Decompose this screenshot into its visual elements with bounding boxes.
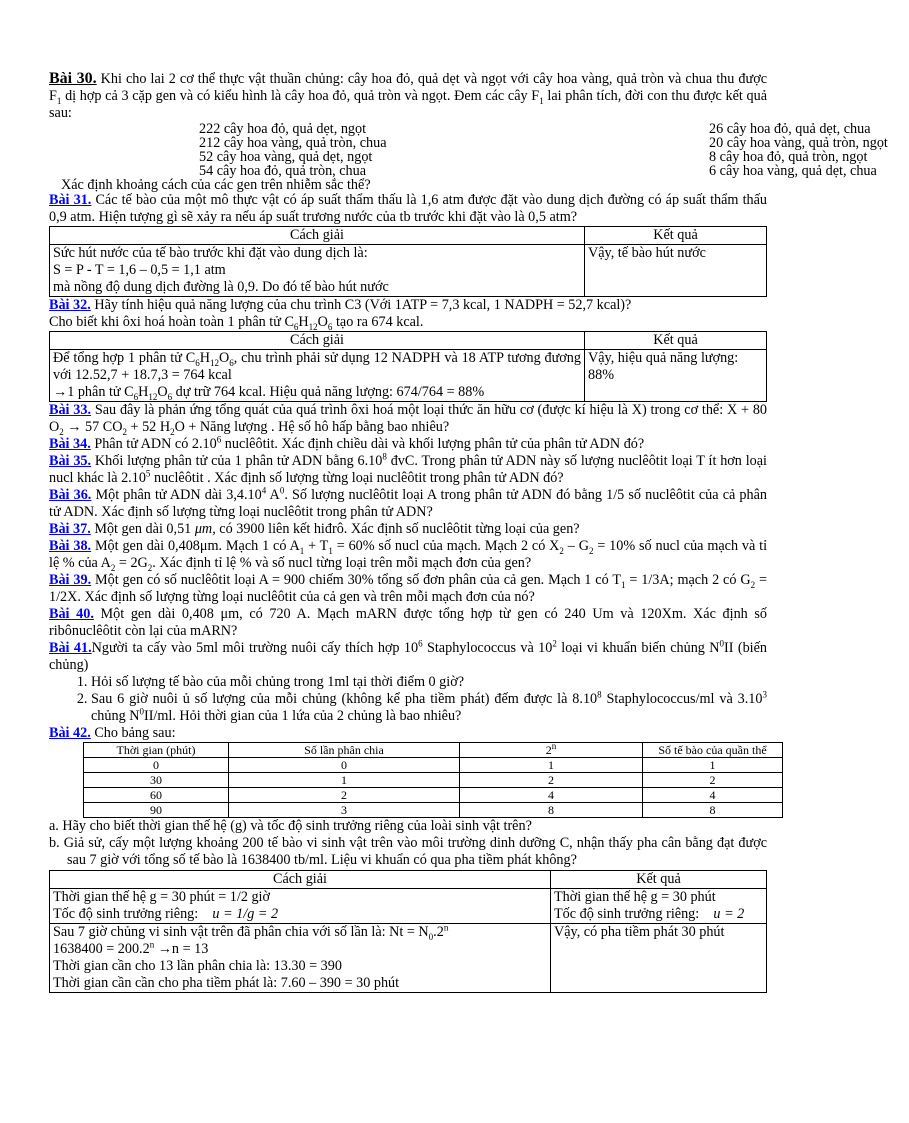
b41-title[interactable]: Bài 41. bbox=[49, 640, 92, 656]
b41-paragraph: Bài 41.Người ta cấy vào 5ml môi trường nuôi cấy thích hợp $10^6$ Staphylococcus và $10^2$ loại vi khuẩn biến chủng $N^0II$ (biến chủng) bbox=[49, 638, 768, 673]
b40-title[interactable]: Bài 40. bbox=[49, 606, 94, 622]
b31-title[interactable]: Bài 31. bbox=[49, 192, 92, 208]
b36-paragraph: Bài 36. Một phân tử ADN dài 3,4.10$^4$ $A^0$. Số lượng nuclêôtit loại A trong phân tử ADN đó bằng 1/5 số nuclêôtit của cả phân tử ADN. Xác định số lượng từng loại nuclêôtit trong phân tử ADN? bbox=[49, 485, 767, 520]
b32-paragraph: Bài 32. Hãy tính hiệu quả năng lượng của chu trình C3 (Với 1ATP = 7,3 kcal, 1 NADPH = 52,7 kcal)? Cho biết khi ôxi hoá hoàn toàn 1 phân tử $C_6H_{12}O_6$ tạo ra 674 kcal. bbox=[49, 297, 632, 332]
b30-question: Xác định khoảng cách của các gen trên nhiễm sắc thể? bbox=[61, 177, 371, 193]
b34-paragraph: Bài 34. Phân tử ADN có 2.10$^6$ nuclêôtit. Xác định chiều dài và khối lượng phân tử của phân tử ADN đó? bbox=[49, 434, 645, 452]
b35-paragraph: Bài 35. Khối lượng phân tử của 1 phân tử ADN bằng 6.10$^8$ đvC. Trong phân tử ADN này số lượng nuclêôtit loại T ít hơn loại nucl khác là 2.10$^5$ nuclêôtit . Xác định số lượng từng loại nuclêôtit trong phân tử ADN đó? bbox=[49, 451, 768, 486]
result-item: 54 cây hoa đỏ, quả tròn, chua bbox=[199, 163, 367, 179]
b34-title[interactable]: Bài 34. bbox=[49, 436, 91, 452]
b33-paragraph: Bài 33. Sau đây là phản ứng tổng quát của quá trình ôxi hoá một loại thức ăn hữu cơ (được kí hiệu là X) trong cơ thể: X + 80 $O_2 \to 57$ $CO_2 + 52$ $H_2O$ + Năng lượng . Hệ số hô hấp bằng bao nhiêu? bbox=[49, 402, 768, 437]
b37-title[interactable]: Bài 37. bbox=[49, 521, 91, 537]
result-item: 8 cây hoa đỏ, quả tròn, ngọt bbox=[709, 149, 868, 165]
b30-results bbox=[199, 121, 888, 179]
table-row: 30 1 2 2 bbox=[84, 773, 783, 788]
b42-solution-table: Cách giải Kết quả Thời gian thế hệ g = 30 phút = 1/2 giờ Tốc độ sinh trưởng riêng: u = 1/g = 2 Thời gian thế hệ g = 30 phút Tốc độ sinh trưởng riêng: u = 2 Sau 7 giờ chủng vi sinh vật trên đã phân chia với số lần là: $Nt = N_0.2^n$ $1638400 = 200.2^n \to n = 13$ Thời gian cần cho 13 lần phân chia là: 13.30 = 390 Thời gian cần cần cho pha tiềm phát là: 7.60 – 390 = 30 phút Vậy, có pha tiềm phát 30 phút bbox=[49, 870, 767, 993]
b41-list bbox=[49, 674, 767, 725]
b32-table: Cách giải Kết quả Để tổng hợp 1 phân tử $C_6H_{12}O_6$, chu trình phải sử dụng 12 NADPH và 18 ATP tương đương với 12.52,7 + 18.7,3 = 764 kcal →1 phân tử $C_6H_{12}O_6$ dự trữ 764 kcal. Hiệu quả năng lượng: 674/764 = 88% Vậy, hiệu quả năng lượng: 88% bbox=[49, 331, 767, 402]
b36-title[interactable]: Bài 36. bbox=[49, 487, 92, 503]
b42-question-a: a. Hãy cho biết thời gian thế hệ (g) và tốc độ sinh trưởng riêng của loài sinh vật trên? bbox=[49, 818, 532, 834]
result-item: 222 cây hoa đỏ, quả dẹt, ngọt bbox=[199, 121, 367, 137]
list-item: 1. Hỏi số lượng tế bào của mỗi chủng trong 1ml tại thời điểm 0 giờ? bbox=[91, 674, 767, 691]
result-item: 212 cây hoa vàng, quả tròn, chua bbox=[199, 135, 387, 151]
table-row: 0 0 1 1 bbox=[84, 758, 783, 773]
b39-paragraph: Bài 39. Một gen có số nuclêôtit loại A = 900 chiếm 30% tổng số đơn phân của cả gen. Mạch 1 có $T_1 = 1/3A$; mạch 2 có $G_2 = 1/2X$. Xác định số lượng từng loại nuclêôtit của cả gen và trên mỗi mạch đơn của nó? bbox=[49, 572, 767, 605]
b40-paragraph: Bài 40. Một gen dài 0,408 μm, có 720 A. Mạch mARN được tổng hợp từ gen có 240 Um và 120Xm. Xác định số ribônuclêôtit còn lại của mARN? bbox=[49, 606, 768, 639]
b42-data-table: Thời gian (phút) Số lần phân chia 2$^n$ Số tế bào của quần thể 0 0 1 1 30 1 2 2 60 2 4 4 90 3 8 8 bbox=[83, 742, 783, 818]
b42-title[interactable]: Bài 42. bbox=[49, 725, 91, 741]
b38-title[interactable]: Bài 38. bbox=[49, 538, 92, 554]
b35-title[interactable]: Bài 35. bbox=[49, 453, 92, 469]
table-row: 60 2 4 4 bbox=[84, 788, 783, 803]
b32-title[interactable]: Bài 32. bbox=[49, 297, 91, 313]
result-item: 6 cây hoa vàng, quả dẹt, chua bbox=[709, 163, 877, 179]
b30-title: Bài 30. bbox=[49, 70, 97, 87]
result-item: 26 cây hoa đỏ, quả dẹt, chua bbox=[709, 121, 871, 137]
b42-paragraph: Bài 42. Cho bảng sau: bbox=[49, 725, 176, 741]
result-item: 20 cây hoa vàng, quả tròn, ngọt bbox=[709, 135, 888, 151]
b42-question-b: b. Giả sử, cấy một lượng khoảng 200 tế bào vi sinh vật trên vào môi trường dinh dưỡng C, nhận thấy pha cân bằng đạt được sau 7 giờ với tổng số tế bào là 1638400 tb/ml. Liệu vi khuẩn có qua pha tiềm phát không? bbox=[49, 835, 767, 868]
b37-paragraph: Bài 37. Một gen dài 0,51 μm, có 3900 liên kết hiđrô. Xác định số nuclêôtit từng loại của gen? bbox=[49, 521, 580, 537]
table-row: 90 3 8 8 bbox=[84, 803, 783, 818]
b30-paragraph: Bài 30. Khi cho lai 2 cơ thể thực vật thuần chủng: cây hoa đỏ, quả dẹt và ngọt với cây hoa vàng, quả tròn và chua thu được $F_1$ dị hợp cả 3 cặp gen và có kiểu hình là cây hoa đỏ, quả tròn và ngọt. Đem các cây $F_1$ lai phân tích, đời con thu được kết quả sau: bbox=[49, 70, 767, 121]
document-page bbox=[49, 70, 888, 993]
b33-title[interactable]: Bài 33. bbox=[49, 402, 92, 418]
result-item: 52 cây hoa vàng, quả dẹt, ngọt bbox=[199, 149, 373, 165]
b39-title[interactable]: Bài 39. bbox=[49, 572, 92, 588]
b31-table: Cách giải Kết quả Sức hút nước của tế bào trước khi đặt vào dung dịch là: S = P - T = 1,6 – 0,5 = 1,1 atm mà nồng độ dung dịch đường là 0,9. Do đó tế bào hút nước Vậy, tế bào hút nước bbox=[49, 226, 767, 297]
list-item: 2. Sau 6 giờ nuôi ủ số lượng của mỗi chủng (không kể pha tiềm phát) đếm được là 8.10$^8$ Staphylococcus/ml và 3.10$^3$ chủng $N^0II/ml$. Hỏi thời gian của 1 lứa của 2 chủng là bao nhiêu? bbox=[91, 691, 767, 725]
b31-paragraph: Bài 31. Các tế bào của một mô thực vật có áp suất thẩm thấu là 1,6 atm được đặt vào dung dịch đường có áp suất thẩm thấu 0,9 atm. Hiện tượng gì sẽ xảy ra nếu áp suất trương nước của tb trước khi đặt vào là 0,5 atm? bbox=[49, 192, 767, 225]
b38-paragraph: Bài 38. Một gen dài 0,408μm. Mạch 1 có $A_1 + T_1 = 60\%$ số nucl của mạch. Mạch 2 có $X_2 - G_2 = 10\%$ số nucl của mạch và tỉ lệ % của $A_2 = 2G_2$. Xác định tỉ lệ % và số nucl từng loại trên mỗi mạch đơn của gen? bbox=[49, 538, 768, 573]
